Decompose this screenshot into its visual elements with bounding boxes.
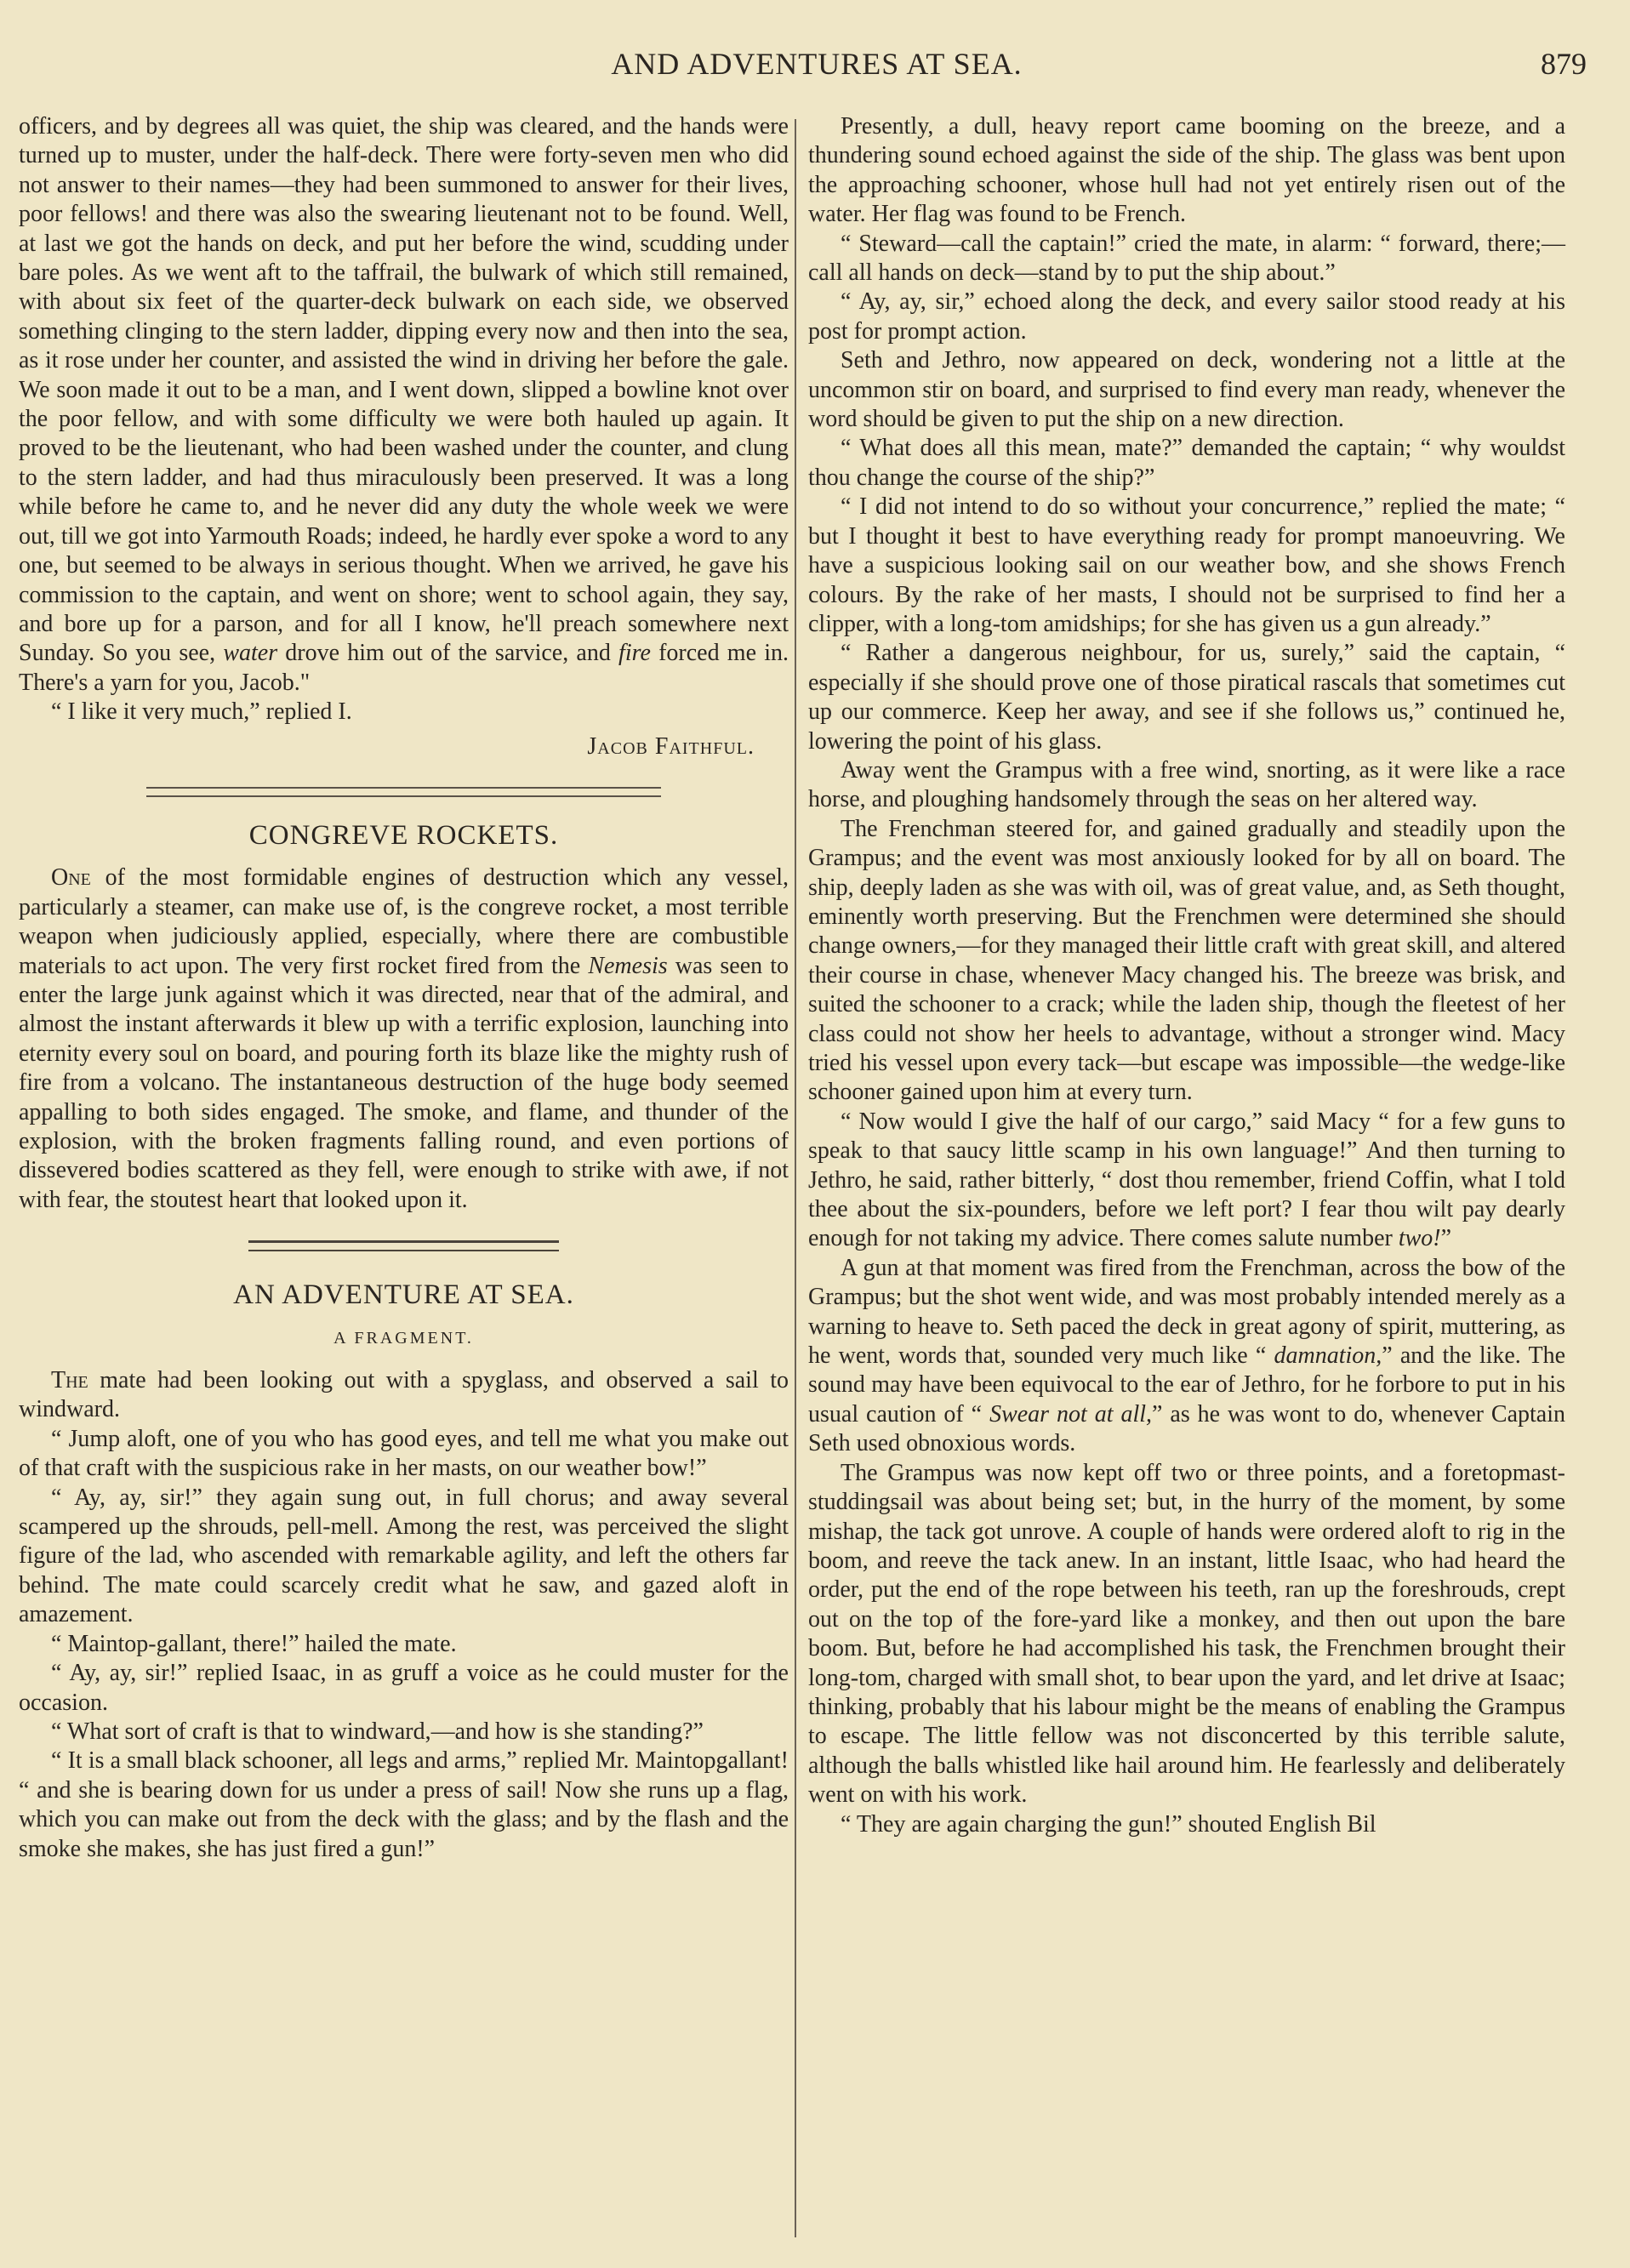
paragraph: “ Steward—call the captain!” cried the mate, in alarm: “ forward, there;—call all hands on deck—stand by to put the ship about.”: [808, 230, 1565, 287]
text-run: mate had been looking out with a spyglass, and observed a sail to windward.: [19, 1367, 789, 1423]
text-run: was seen to enter the large junk against which it was directed, near that of the admiral, and almost the instant afterwards it blew up with a terrific explosion, launching into eternity every soul on board, and pouring forth its blaze like the mighty rush of fire from a volcano. The instantaneous destruction of the huge body seemed appalling to both sides engaged. The smoke, and flame, and thunder of the explosion, with the broken fragments falling round, and even portions of dissevered bodies scattered as they fell, were enough to strike with awe, if not with fear, the stoutest heart that looked upon it.: [19, 952, 789, 1213]
text-run: drove him out of the sarvice, and: [277, 640, 619, 667]
article-title: AN ADVENTURE AT SEA.: [233, 1279, 574, 1311]
italic-run: water: [223, 640, 278, 667]
paragraph: “ I did not intend to do so without your concurrence,” replied the mate; “ but I thought it best to have everything ready for prompt manoeuvring. We have a suspicious looking sail on our weather bow, and she shows French colours. By the rake of her masts, I should not be surprised to find her a clipper, with a long-tom amidships; for she has given us a gun already.”: [808, 493, 1565, 637]
section-divider: [146, 787, 661, 797]
paragraph: “ I like it very much,” replied I.: [51, 698, 352, 726]
text-run: ” and the like. The sound may have been equivocal to the ear of Jethro, for he forbore to put in his usual caution of “: [808, 1342, 1566, 1427]
page-header: [26, 43, 1608, 85]
left-column: [19, 112, 789, 1864]
text-run: of the most formidable engines of destruction which any vessel, particularly a steamer, can make use of, is the congreve rocket, a most terrible weapon when judiciously applied, especially, where there are combustible materials to act upon. The very first rocket fired from the: [19, 864, 789, 979]
paragraph: [19, 1366, 789, 1425]
paragraph: “ Rather a dangerous neighbour, for us, surely,” said the captain, “ especially if she should prove one of those piratical rascals that sometimes cut up our commerce. Keep her away, and see if she follows us,” continued he, lowering the point of his glass.: [808, 640, 1565, 755]
section-divider: [248, 1240, 559, 1251]
paragraph: The Grampus was now kept off two or three points, and a foretopmast-studdingsail was about being set; but, in the hurry of the moment, by some mishap, the tack got unrove. A couple of hands were ordered aloft to rig in the boom, and reeve the tack anew. In an instant, little Isaac, who had heard the order, put the end of the rope between his teeth, ran up the foreshrouds, crept out on the top of the fore-yard like a monkey, and then out upon the bare boom. But, before he had accomplished his task, the Frenchmen brought their long-tom, charged with small shot, to bear upon the yard, and let drive at Isaac; thinking, probably that his labour might be the means of enabling the Grampus to escape. The little fellow was not disconcerted by this terrible salute, although the balls whistled like hail around him. He fearlessly and deliberately went on with his work.: [808, 1459, 1565, 1809]
text-run: A gun at that moment was fired from the Frenchman, across the bow of the Grampus; but the shot went wide, and was most probably intended merely as a warning to heave to. Seth paced the deck in great agony of spirit, muttering, as he went, words that, sounded very much like “: [808, 1254, 1565, 1370]
text-run: ” as he was wont to do, whenever Captain Seth used obnoxious words.: [808, 1400, 1565, 1457]
italic-run: Nemesis: [588, 952, 668, 979]
lead-word: The: [51, 1367, 88, 1394]
paragraph: [19, 863, 789, 1215]
paragraph: “ What sort of craft is that to windward,—and how is she standing?”: [51, 1718, 704, 1745]
italic-run: two!: [1398, 1225, 1441, 1252]
paragraph: [19, 112, 789, 698]
paragraph: “ Maintop-gallant, there!” hailed the mate.: [51, 1630, 457, 1657]
paragraph: “ Jump aloft, one of you who has good eyes, and tell me what you make out of that craft with the suspicious rake in her masts, on our weather bow!”: [19, 1425, 789, 1482]
italic-run: fire: [618, 640, 651, 667]
text-run: forced me in. There's a yarn for you, Jacob.": [19, 640, 789, 696]
paragraph: Seth and Jethro, now appeared on deck, wondering not a little at the uncommon stir on board, and surprised to find every man ready, whenever the word should be given to put the ship on a new direction.: [808, 347, 1565, 433]
text-run: ”: [1440, 1225, 1452, 1252]
article-title: CONGREVE ROCKETS.: [248, 819, 559, 851]
text-run: “ Now would I give the half of our cargo,” said Macy “ for a few guns to speak to that saucy little scamp in his own language!” And then turning to Jethro, he said, rather bitterly, “ dost thou remember, friend Coffin, what I told thee about the six-pounders, before we left port? I fear thou wilt pay dearly enough for not taking my advice. There comes salute number: [808, 1108, 1565, 1252]
italic-run: Swear not at all,: [989, 1400, 1153, 1427]
paragraph: “ Ay, ay, sir,” echoed along the deck, and every sailor stood ready at his post for prompt action.: [808, 288, 1565, 345]
paragraph: [808, 1108, 1565, 1254]
paragraph: “ Ay, ay, sir!” they again sung out, in full chorus; and away several scampered up the shrouds, pell-mell. Among the rest, was perceived the slight figure of the lad, who ascended with remarkable agility, and left the others far behind. The mate could scarcely credit what he saw, and gazed aloft in amazement.: [19, 1484, 789, 1628]
paragraph: “ Ay, ay, sir!” replied Isaac, in as gruff a voice as he could muster for the occasion.: [19, 1660, 789, 1716]
page-number: 879: [1541, 47, 1587, 81]
paragraph: “ It is a small black schooner, all legs and arms,” replied Mr. Maintopgallant! “ and she is bearing down for us under a press of sail! Now she runs up a flag, which you can make out from the deck with the glass; and by the flash and the smoke she makes, she has just fired a gun!”: [19, 1747, 789, 1862]
story-ending: [19, 112, 789, 761]
article-adventure-at-sea: [19, 1280, 789, 1864]
paragraph: Presently, a dull, heavy report came booming on the breeze, and a thundering sound echoed against the side of the ship. The glass was bent upon the approaching schooner, whose hull had not yet entirely risen out of the water. Her flag was found to be French.: [808, 113, 1565, 228]
paragraph: “ They are again charging the gun!” shouted English Bil: [841, 1810, 1376, 1838]
right-column: [808, 112, 1565, 1839]
column-rule: [795, 119, 796, 2237]
paragraph: The Frenchman steered for, and gained gradually and steadily upon the Grampus; and the event was most anxiously looked for by all on board. The ship, deeply laden as she was with oil, was of great value, and, as Seth thought, eminently worth preserving. But the Frenchmen were determined she should change owners,—for they managed their little craft with great skill, and altered their course in chase, whenever Macy changed his. The breeze was brisk, and suited the schooner to a crack; while the laden ship, though the fleetest of her class could not show her heels to advantage, without a stronger wind. Macy tried his vessel upon every tack—but escape was impossible—the wedge-like schooner gained upon him at every turn.: [808, 815, 1565, 1106]
paragraph: “ What does all this mean, mate?” demanded the captain; “ why wouldst thou change the course of the ship?”: [808, 435, 1565, 491]
paragraph: [808, 1254, 1565, 1459]
article-subtitle: A FRAGMENT.: [333, 1328, 474, 1348]
running-title: AND ADVENTURES AT SEA.: [611, 47, 1023, 81]
lead-word: One: [51, 864, 91, 892]
paragraph: Away went the Grampus with a free wind, snorting, as it were like a race horse, and ploughing handsomely through the seas on her altered way.: [808, 756, 1565, 813]
italic-run: damnation,: [1274, 1342, 1382, 1370]
article-congreve-rockets: [19, 821, 789, 1215]
author-signature: Jacob Faithful.: [587, 732, 755, 760]
text-run: officers, and by degrees all was quiet, the ship was cleared, and the hands were turned up to muster, under the half-deck. There were forty-seven men who did not answer to their names—they had been summoned to answer for their lives, poor fellows! and there was also the swearing lieutenant not to be found. Well, at last we got the hands on deck, and put her before the wind, scudding under bare poles. As we went aft to the taffrail, the bulwark of which still remained, with about six feet of the quarter-deck bulwark on each side, we observed something clinging to the stern ladder, dipping every now and then into the sea, as it rose under her counter, and assisted the wind in driving her before the gale. We soon made it out to be a man, and I went down, slipped a bowline knot over the poor fellow, and with some difficulty we were both hauled up again. It proved to be the lieutenant, who had been washed under the counter, and clung to the stern ladder, and had thus miraculously been preserved. It was a long while before he came to, and he never did any duty the whole week we were out, till we got into Yarmouth Roads; indeed, he hardly ever spoke a word to any one, but seemed to be always in serious thought. When we arrived, he gave his commission to the captain, and went on shore; went to school again, they say, and bore up for a parson, and for all I know, he'll preach somewhere next Sunday. So you see,: [19, 113, 789, 667]
